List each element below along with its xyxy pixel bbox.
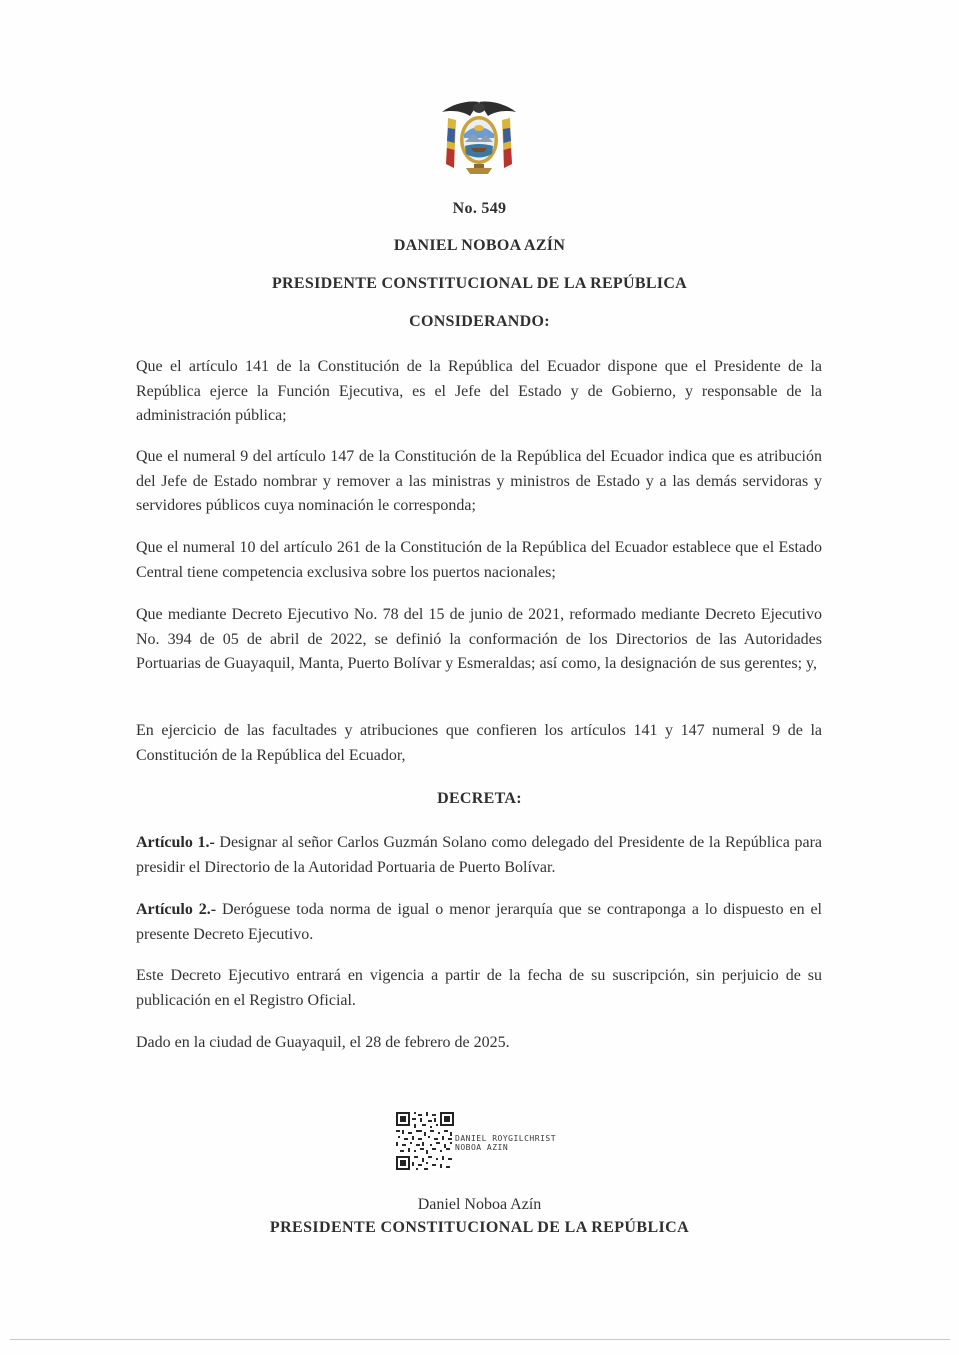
article-text: Deróguese toda norma de igual o menor jerarquía que se contraponga a lo dispuesto en el presente Decreto Ejecutivo. [136, 901, 823, 943]
validity-paragraph: Este Decreto Ejecutivo entrará en vigencia a partir de la fecha de su suscripción, sin perjuicio de su publicación en el Registro Oficial. [136, 967, 822, 1009]
given-at-paragraph: Dado en la ciudad de Guayaquil, el 28 de febrero de 2025. [136, 1034, 510, 1051]
signature-qr-code-icon [396, 1112, 454, 1170]
article-1 [136, 831, 822, 880]
page-bottom-divider [10, 1339, 950, 1340]
article-text: Designar al señor Carlos Guzmán Solano como delegado del Presidente de la República para presidir el Directorio de la Autoridad Portuaria de Puerto Bolívar. [136, 834, 823, 876]
article-2 [136, 898, 822, 947]
consideration-paragraph: En ejercicio de las facultades y atribuciones que confieren los artículos 141 y 147 numeral 9 de la Constitución de la República del Ecuador, [136, 722, 822, 764]
digital-signature-label [455, 1134, 556, 1152]
coat-of-arms-icon [438, 98, 520, 178]
considering-heading: CONSIDERANDO: [409, 313, 550, 330]
consideration-paragraph: Que el numeral 9 del artículo 147 de la Constitución de la República del Ecuador indica que es atribución del Jefe de Estado nombrar y remover a las ministras y ministros de Estado y a las demás servidoras y servidores públicos cuya nominación le corresponda; [136, 448, 822, 514]
decree-heading: DECRETA: [437, 790, 522, 807]
signer-title: PRESIDENTE CONSTITUCIONAL DE LA REPÚBLICA [269, 1219, 690, 1236]
digital-signature-line: DANIEL ROYGILCHRIST [455, 1134, 557, 1143]
digital-signature-line: NOBOA AZIN [455, 1143, 509, 1152]
issuer-title: PRESIDENTE CONSTITUCIONAL DE LA REPÚBLICA [271, 275, 688, 292]
signer-name: Daniel Noboa Azín [417, 1196, 542, 1213]
consideration-paragraph: Que el numeral 10 del artículo 261 de la Constitución de la República del Ecuador establece que el Estado Central tiene competencia exclusiva sobre los puertos nacionales; [136, 539, 822, 581]
consideration-paragraph: Que mediante Decreto Ejecutivo No. 78 del 15 de junio de 2021, reformado mediante Decreto Ejecutivo No. 394 de 05 de abril de 2022, se definió la conformación de los Directorios de las Autoridades Portuarias de Guayaquil, Manta, Puerto Bolívar y Esmeraldas; así como, la designación de sus gerentes; y, [136, 606, 822, 672]
decree-number: No. 549 [452, 200, 507, 217]
article-label: Artículo 2.- [136, 901, 217, 918]
article-label: Artículo 1.- [136, 834, 215, 851]
consideration-paragraph: Que el artículo 141 de la Constitución de la República del Ecuador dispone que el Presidente de la República ejerce la Función Ejecutiva, es el Jefe del Estado y de Gobierno, y responsable de la administración pública; [136, 358, 822, 424]
issuer-name: DANIEL NOBOA AZÍN [393, 237, 566, 254]
